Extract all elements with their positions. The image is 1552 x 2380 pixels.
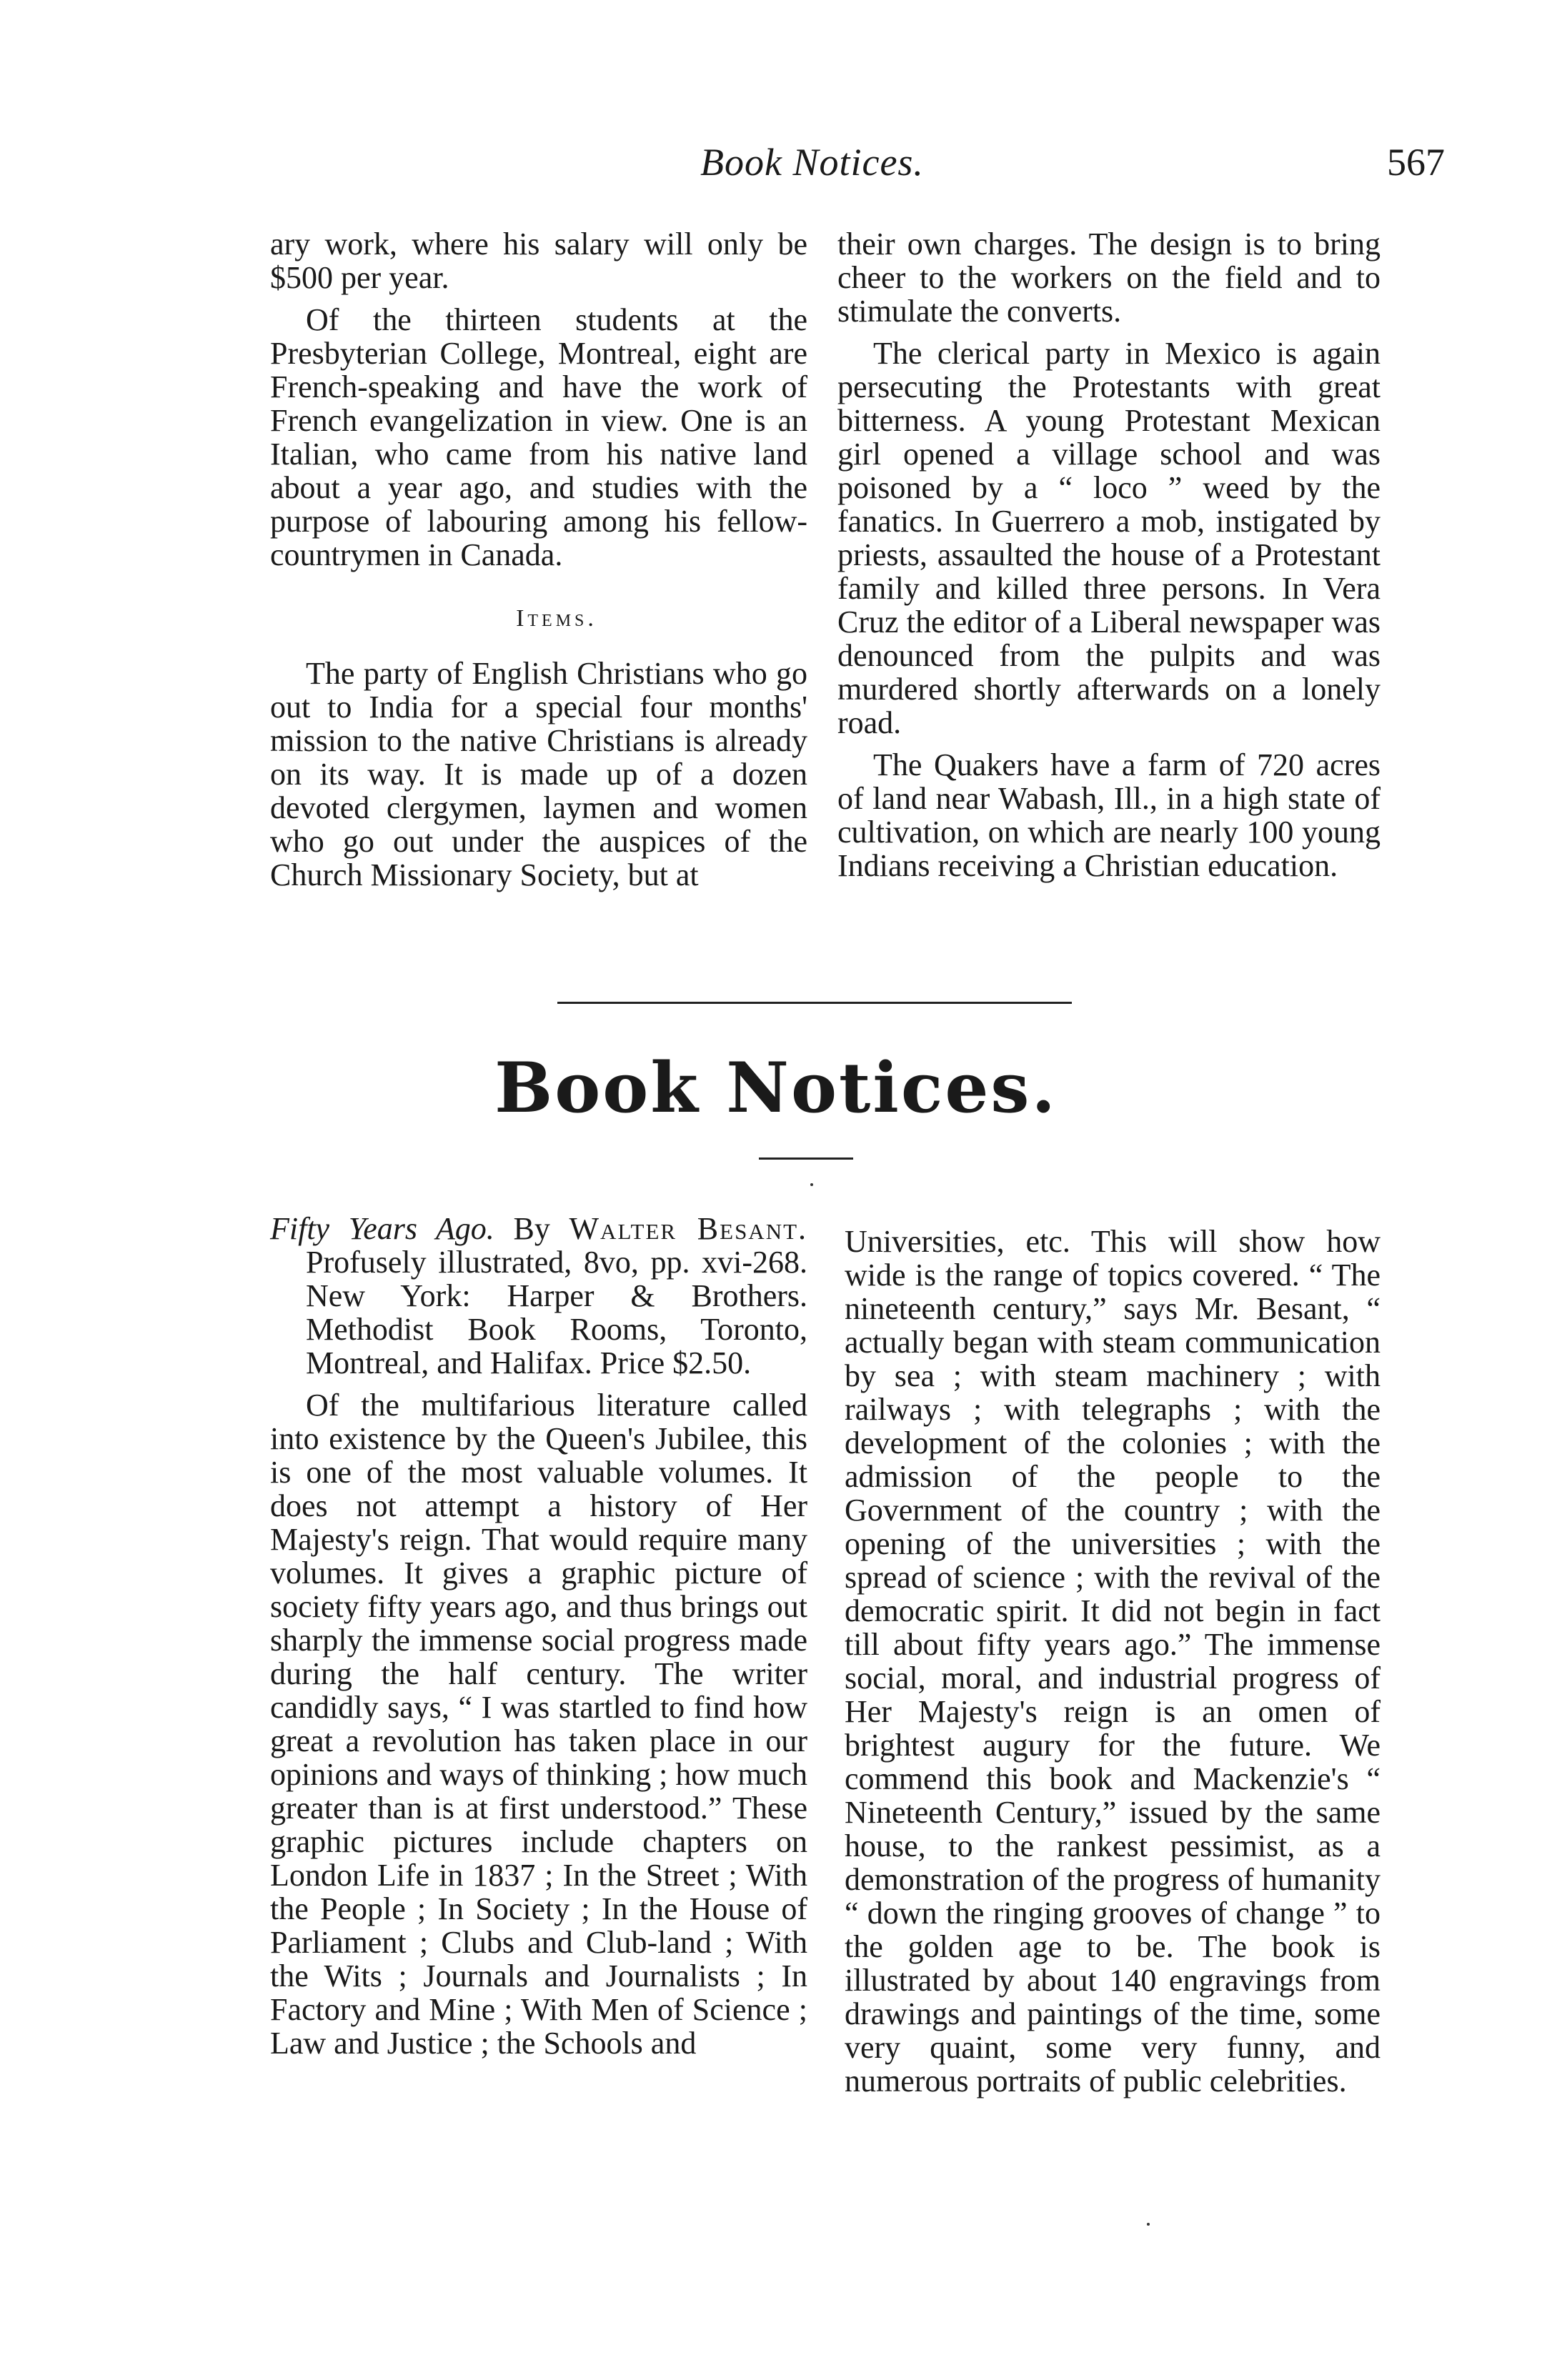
paragraph: Of the thirteen students at the Presbyterian College, Montreal, eight are French-speaking and have the work of French evangelization in view. One is an Italian, who came from his native land about a year ago, and studies with the purpose of labouring among his fellow-countrymen in Canada. <box>270 302 807 572</box>
section-title: Book Notices. <box>494 1047 1058 1128</box>
paragraph: ary work, where his salary will only be $500 per year. <box>270 226 807 295</box>
book-author: Walter Besant. <box>569 1211 808 1246</box>
page-number: 567 <box>1387 141 1445 184</box>
book-entry-heading <box>270 1212 807 1380</box>
ornament-dot <box>1147 2223 1150 2226</box>
column-top-left <box>270 227 807 892</box>
paragraph: The Quakers have a farm of 720 acres of land near Wabash, Ill., in a high state of cultivation, on which are nearly 100 young Indians receiving a Christian education. <box>837 747 1381 883</box>
column-top-right <box>837 227 1381 882</box>
column-bottom-left <box>270 1212 807 2060</box>
column-bottom-right <box>845 1225 1381 2098</box>
paragraph: The party of English Christians who go out to India for a special four months' mission to the native Christians is already on its way. It is made up of a dozen devoted clergymen, laymen and women who go out under the auspices of the Church Missionary Society, but at <box>270 656 807 892</box>
section-divider-rule <box>557 1002 1072 1004</box>
book-title: Fifty Years Ago. <box>270 1211 494 1246</box>
title-underline-rule <box>759 1157 853 1160</box>
paragraph: their own charges. The design is to bring cheer to the workers on the field and to stimulate the converts. <box>837 226 1381 329</box>
paragraph: Universities, etc. This will show how wide is the range of topics covered. “ The nineteenth century,” says Mr. Besant, “ actually began with steam communication by sea ; with steam machinery ; with railways ; with telegraphs ; with the development of the colonies ; with the admission of the people to the Government of the country ; with the opening of the universities ; with the spread of science ; with the revival of the democratic spirit. It did not begin in fact till about fifty years ago.” The immense social, moral, and industrial progress of Her Majesty's reign is an omen of brightest augury for the future. We commend this book and Mackenzie's “ Nineteenth Century,” issued by the same house, to the rankest pessimist, as a demonstration of the progress of humanity “ down the ringing grooves of change ” to the golden age to be. The book is illustrated by about 140 engravings from drawings and paintings of the time, some very quaint, some very funny, and numerous portraits of public celebrities. <box>845 1224 1381 2098</box>
by-label: By <box>513 1211 550 1246</box>
paragraph: Of the multifarious literature called into existence by the Queen's Jubilee, this is one of the most valuable volumes. It does not attempt a history of Her Majesty's reign. That would require many volumes. It gives a graphic picture of society fifty years ago, and thus brings out sharply the immense social progress made during the half century. The writer candidly says, “ I was startled to find how great a revolution has taken place in our opinions and ways of thinking ; how much greater than is at first understood.” These graphic pictures include chapters on London Life in 1837 ; In the Street ; With the People ; In Society ; In the House of Parliament ; Clubs and Club-land ; With the Wits ; Journals and Journalists ; In Factory and Mine ; With Men of Science ; Law and Justice ; the Schools and <box>270 1388 807 2061</box>
running-title: Book Notices. <box>700 141 924 184</box>
items-heading: Items. <box>516 605 597 632</box>
book-details: Profusely illustrated, 8vo, pp. xvi-268. New York: Harper & Brothers. Methodist Book Rooms, Toronto, Montreal, and Halifax. Price $2.50. <box>306 1245 807 1380</box>
paragraph: The clerical party in Mexico is again persecuting the Protestants with great bitterness. A young Protestant Mexican girl opened a village school and was poisoned by a “ loco ” weed by the fanatics. In Guerrero a mob, instigated by priests, assaulted the house of a Protestant family and killed three persons. In Vera Cruz the editor of a Liberal newspaper was denounced from the pulpits and was murdered shortly afterwards on a lonely road. <box>837 336 1381 740</box>
ornament-dot <box>810 1183 813 1186</box>
